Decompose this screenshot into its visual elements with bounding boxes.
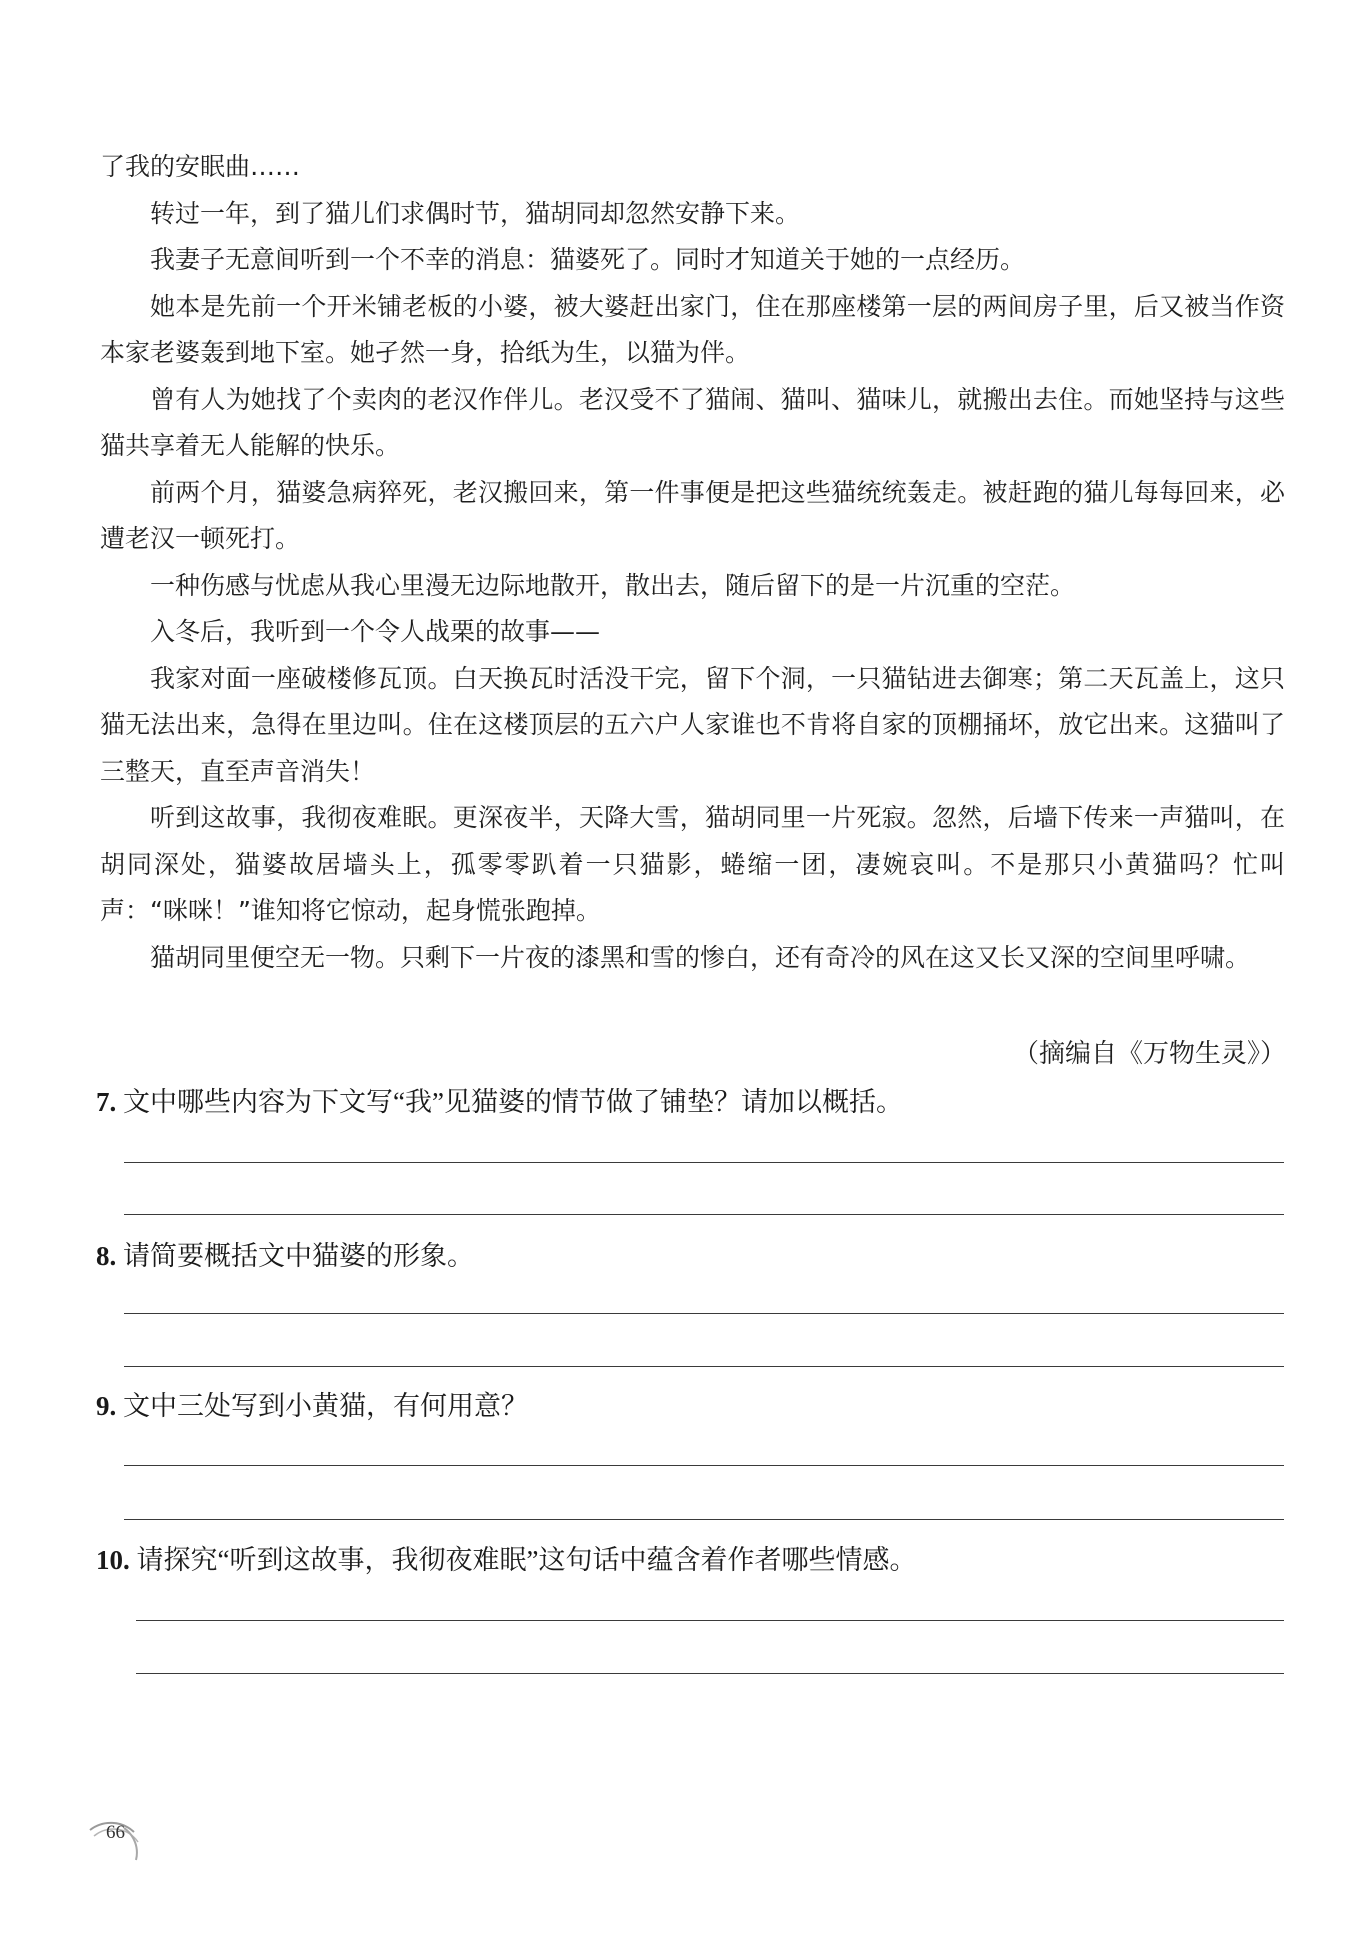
- page-number: 66: [106, 1822, 125, 1843]
- question-text: 请探究“听到这故事，我彻夜难眠”这句话中蕴含着作者哪些情感。: [136, 1545, 917, 1575]
- question-text: 文中三处写到小黄猫，有何用意？: [123, 1391, 528, 1421]
- answer-line-8-2[interactable]: [124, 1366, 1284, 1367]
- passage-paragraph-4: 她本是先前一个开米铺老板的小婆，被大婆赶出家门，住在那座楼第一层的两间房子里，后又被当作资本家老婆轰到地下室。她孑然一身，拾纸为生，以猫为伴。: [100, 291, 1285, 367]
- question-number: 7.: [96, 1087, 117, 1117]
- answer-line-10-1[interactable]: [136, 1620, 1284, 1621]
- passage-paragraph-10: 听到这故事，我彻夜难眠。更深夜半，天降大雪，猫胡同里一片死寂。忽然，后墙下传来一声猫叫，在胡同深处，猫婆故居墙头上，孤零零趴着一只猫影，蜷缩一团，凄婉哀叫。不是那只小黄猫吗？忙叫声：“咪咪！”谁知将它惊动，起身慌张跑掉。: [100, 803, 1285, 925]
- answer-line-7-2[interactable]: [124, 1214, 1284, 1215]
- passage-paragraph-2: 转过一年，到了猫儿们求偶时节，猫胡同却忽然安静下来。: [150, 198, 801, 228]
- passage-paragraph-1: 了我的安眠曲……: [100, 152, 301, 181]
- question-number: 8.: [96, 1241, 117, 1271]
- passage-source-citation: （摘编自《万物生灵》）: [1012, 1039, 1286, 1068]
- passage-paragraph-3: 我妻子无意间听到一个不幸的消息：猫婆死了。同时才知道关于她的一点经历。: [150, 245, 1026, 274]
- answer-line-10-2[interactable]: [136, 1673, 1284, 1674]
- answer-line-8-1[interactable]: [124, 1313, 1284, 1314]
- answer-line-9-2[interactable]: [124, 1519, 1284, 1520]
- question-7: [96, 1082, 1296, 1122]
- question-number: 10.: [96, 1545, 130, 1575]
- reading-passage: [100, 144, 1285, 981]
- passage-paragraph-7: 一种伤感与忧虑从我心里漫无边际地散开，散出去，随后留下的是一片沉重的空茫。: [150, 570, 1076, 600]
- answer-line-9-1[interactable]: [124, 1465, 1284, 1466]
- question-10: [96, 1540, 1296, 1580]
- question-number: 9.: [96, 1391, 117, 1421]
- passage-paragraph-11: 猫胡同里便空无一物。只剩下一片夜的漆黑和雪的惨白，还有奇冷的风在这又长又深的空间里呼啸。: [150, 942, 1251, 972]
- question-text: 文中哪些内容为下文写“我”见猫婆的情节做了铺垫？请加以概括。: [123, 1087, 903, 1117]
- passage-paragraph-5: 曾有人为她找了个卖肉的老汉作伴儿。老汉受不了猫闹、猫叫、猫味儿，就搬出去住。而她坚持与这些猫共享着无人能解的快乐。: [100, 384, 1285, 460]
- answer-line-7-1[interactable]: [124, 1162, 1284, 1163]
- passage-paragraph-8: 入冬后，我听到一个令人战栗的故事——: [150, 617, 601, 646]
- question-9: [96, 1386, 1296, 1426]
- question-text: 请简要概括文中猫婆的形象。: [123, 1241, 474, 1271]
- passage-paragraph-9: 我家对面一座破楼修瓦顶。白天换瓦时活没干完，留下个洞，一只猫钻进去御寒；第二天瓦盖上，这只猫无法出来，急得在里边叫。住在这楼顶层的五六户人家谁也不肯将自家的顶棚捅坏，放它出来。这猫叫了三整天，直至声音消失！: [100, 663, 1285, 786]
- passage-paragraph-6: 前两个月，猫婆急病猝死，老汉搬回来，第一件事便是把这些猫统统轰走。被赶跑的猫儿每每回来，必遭老汉一顿死打。: [100, 477, 1285, 553]
- question-8: [96, 1236, 1296, 1276]
